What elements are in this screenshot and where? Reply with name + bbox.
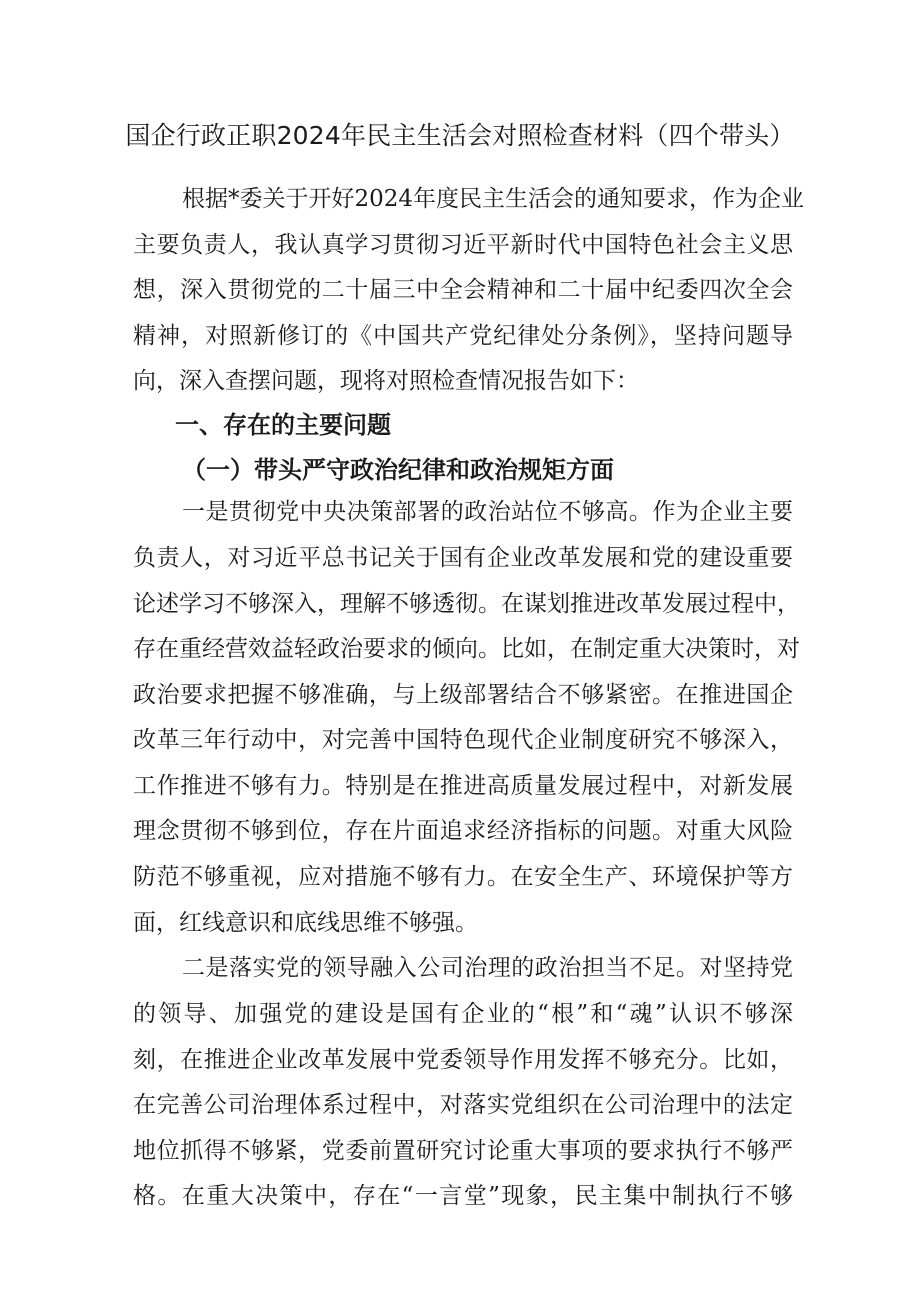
intro-line: 向，深入查摆问题，现将对照检查情况报告如下： <box>133 368 639 394</box>
intro-line: 想，深入贯彻党的二十届三中全会精神和二十届中纪委四次全会 <box>133 277 793 303</box>
para1-line: 理念贯彻不够到位，存在片面追求经济指标的问题。对重大风险 <box>133 818 793 844</box>
para1-line: 面，红线意识和底线思维不够强。 <box>133 910 478 936</box>
intro-line: 精神，对照新修订的《中国共产党纪律处分条例》，坚持问题导 <box>133 323 793 349</box>
subsection-heading: （一）带头严守政治纪律和政治规矩方面 <box>182 456 614 484</box>
para2-line: 刻，在推进企业改革发展中党委领导作用发挥不够充分。比如， <box>133 1047 793 1073</box>
para1-line: 负责人，对习近平总书记关于国有企业改革发展和党的建设重要 <box>133 545 793 571</box>
para1-line: 防范不够重视，应对措施不够有力。在安全生产、环境保护等方 <box>133 864 793 890</box>
para2-line: 二是落实党的领导融入公司治理的政治担当不足。对坚持党 <box>182 955 793 981</box>
section-heading: 一、存在的主要问题 <box>175 411 391 439</box>
para1-line: 政治要求把握不够准确，与上级部署结合不够紧密。在推进国企 <box>133 682 793 708</box>
document-title: 国企行政正职2024年民主生活会对照检查材料（四个带头） <box>125 121 795 150</box>
para1-line: 一是贯彻党中央决策部署的政治站位不够高。作为企业主要 <box>182 499 793 525</box>
intro-line: 根据*委关于开好2024年度民主生活会的通知要求，作为企业 <box>182 186 805 212</box>
para1-line: 改革三年行动中，对完善中国特色现代企业制度研究不够深入， <box>133 727 793 753</box>
para2-line: 在完善公司治理体系过程中，对落实党组织在公司治理中的法定 <box>133 1092 793 1118</box>
para2-line: 格。在重大决策中，存在“一言堂”现象，民主集中制执行不够 <box>133 1183 793 1209</box>
intro-line: 主要负责人，我认真学习贯彻习近平新时代中国特色社会主义思 <box>133 232 793 258</box>
para1-line: 存在重经营效益轻政治要求的倾向。比如，在制定重大决策时，对 <box>133 636 800 662</box>
para2-line: 地位抓得不够紧，党委前置研究讨论重大事项的要求执行不够严 <box>133 1138 793 1164</box>
para1-line: 工作推进不够有力。特别是在推进高质量发展过程中，对新发展 <box>133 773 793 799</box>
para1-line: 论述学习不够深入，理解不够透彻。在谋划推进改革发展过程中， <box>133 591 800 617</box>
para2-line: 的领导、加强党的建设是国有企业的“根”和“魂”认识不够深 <box>133 1001 793 1027</box>
